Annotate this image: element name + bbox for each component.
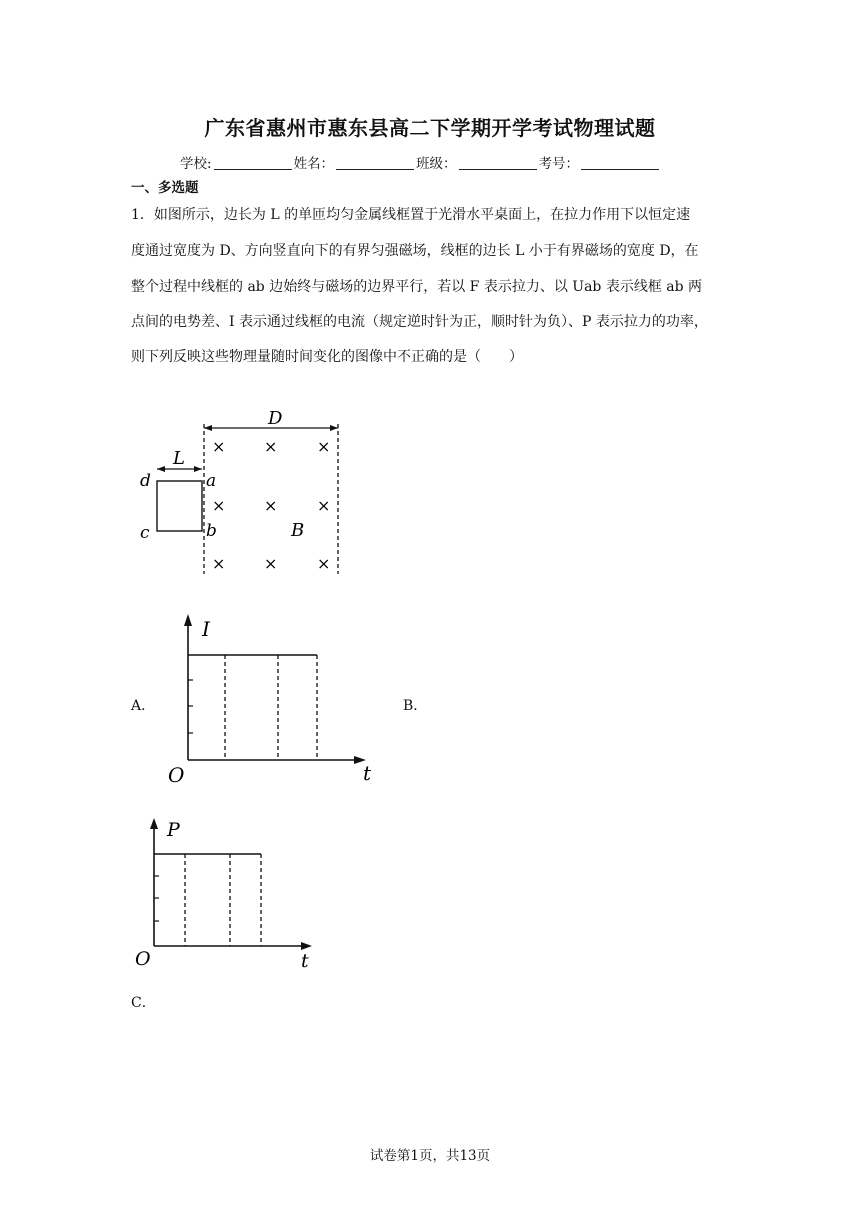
question-line: 度通过宽度为 D、方向竖直向下的有界匀强磁场，线框的边长 L 小于有界磁场的宽度 D，在: [131, 243, 699, 259]
label-L: L: [173, 448, 185, 469]
arrow-up-icon: [184, 614, 192, 626]
label-D: D: [268, 408, 283, 429]
label-d: d: [140, 471, 151, 491]
section-heading: 一、多选题: [131, 180, 199, 196]
field-cross: ×: [212, 554, 226, 573]
x-axis-label: t: [363, 761, 372, 785]
field-cross: ×: [264, 496, 278, 515]
arrow-right-icon: [330, 425, 338, 431]
y-axis-label: I: [202, 617, 210, 641]
number-label: 考号：: [538, 156, 580, 172]
magnetic-field-figure: [130, 402, 360, 582]
school-label: 学校:: [180, 156, 212, 172]
graph-current-time: [160, 610, 380, 788]
field-cross: ×: [212, 496, 226, 515]
x-axis-label: t: [301, 950, 309, 972]
field-cross: ×: [317, 554, 331, 573]
label-B: B: [291, 520, 305, 541]
origin-label: O: [135, 948, 151, 970]
origin-label: O: [168, 763, 185, 787]
name-blank[interactable]: [336, 155, 414, 170]
arrow-left-icon: [157, 466, 165, 472]
arrow-left-icon: [204, 425, 212, 431]
field-cross: ×: [317, 437, 331, 456]
field-cross: ×: [264, 554, 278, 573]
question-line: 则下列反映这些物理量随时间变化的图像中不正确的是（ ）: [131, 349, 523, 365]
option-a-label[interactable]: A．: [131, 698, 156, 714]
wire-frame: [157, 481, 202, 531]
label-b: b: [206, 521, 217, 541]
name-label: 姓名：: [293, 156, 335, 172]
field-cross: ×: [317, 496, 331, 515]
student-info-line: [180, 152, 661, 172]
class-label: 班级：: [416, 156, 457, 172]
graph-power-time: [130, 812, 325, 972]
arrow-right-icon: [194, 466, 202, 472]
option-c-label[interactable]: C．: [131, 995, 156, 1011]
page-title: 广东省惠州市惠东县高二下学期开学考试物理试题: [204, 116, 656, 140]
option-b-label[interactable]: B．: [403, 698, 428, 714]
label-c: c: [140, 523, 150, 543]
label-a: a: [206, 471, 217, 491]
arrow-right-icon: [301, 942, 312, 950]
question-line: 整个过程中线框的 ab 边始终与磁场的边界平行，若以 F 表示拉力、以 Uab 表示线框 ab 两: [131, 279, 703, 295]
field-cross: ×: [212, 437, 226, 456]
page-footer: 试卷第1页，共13页: [369, 1148, 491, 1164]
question-line: 点间的电势差、I 表示通过线框的电流（规定逆时针为正，顺时针为负）、P 表示拉力的功率，: [131, 314, 708, 330]
field-cross: ×: [264, 437, 278, 456]
school-blank[interactable]: [214, 155, 292, 170]
number-blank[interactable]: [581, 155, 659, 170]
question-line: 1．如图所示，边长为 L 的单匝均匀金属线框置于光滑水平桌面上，在拉力作用下以恒定速: [131, 207, 691, 223]
y-axis-label: P: [167, 819, 180, 841]
class-blank[interactable]: [459, 155, 537, 170]
arrow-up-icon: [150, 818, 158, 829]
